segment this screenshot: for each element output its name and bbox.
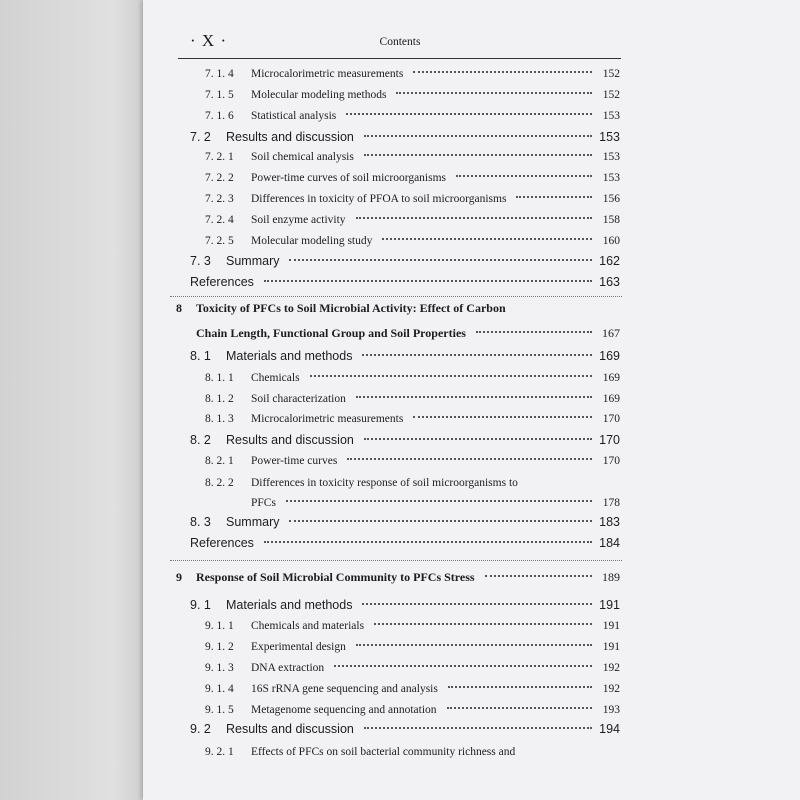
toc-entry xyxy=(205,620,620,632)
entry-number: 7. 2. 5 xyxy=(205,235,234,247)
entry-page: 192 xyxy=(602,683,620,695)
entry-title: Power-time curves of soil microorganisms xyxy=(251,172,447,184)
entry-page: 162 xyxy=(599,254,620,268)
entry-page: 153 xyxy=(602,172,620,184)
entry-page: 169 xyxy=(599,349,620,363)
toc-section xyxy=(190,722,620,736)
entry-number: 7. 1. 4 xyxy=(205,68,234,80)
entry-title: Molecular modeling methods xyxy=(251,89,387,101)
entry-number: 9. 2 xyxy=(190,722,211,736)
toc-section xyxy=(190,598,620,612)
entry-number: 9. 1. 1 xyxy=(205,620,234,632)
leader-dots xyxy=(364,135,592,137)
toc-entry xyxy=(205,68,620,80)
toc-entry xyxy=(205,704,620,716)
entry-number: 8. 2. 2 xyxy=(205,477,234,489)
leader-dots xyxy=(447,707,592,709)
leader-dots xyxy=(364,727,592,729)
entry-title: Soil chemical analysis xyxy=(251,151,354,163)
entry-page: 156 xyxy=(602,193,620,205)
entry-number: 8. 2. 1 xyxy=(205,455,234,467)
entry-title: Microcalorimetric measurements xyxy=(251,413,404,425)
entry-number: 7. 3 xyxy=(190,254,211,268)
entry-page: 169 xyxy=(602,372,620,384)
entry-title: References xyxy=(190,275,254,289)
entry-number: 7. 2. 2 xyxy=(205,172,234,184)
entry-title: Power-time curves xyxy=(251,455,338,467)
leader-dots xyxy=(356,644,592,646)
toc-entry xyxy=(205,193,620,205)
entry-title: Summary xyxy=(226,254,280,268)
entry-number: 8. 1. 3 xyxy=(205,413,234,425)
entry-title: Results and discussion xyxy=(226,433,354,447)
entry-title: PFCs xyxy=(251,497,276,509)
entry-number: 7. 2. 3 xyxy=(205,193,234,205)
toc-section xyxy=(190,130,620,144)
leader-dots xyxy=(286,500,592,502)
entry-number: 7. 2. 4 xyxy=(205,214,234,226)
entry-page: 183 xyxy=(599,515,620,529)
toc-entry xyxy=(205,110,620,122)
leader-dots xyxy=(334,665,592,667)
toc-entry xyxy=(205,214,620,226)
entry-page: 152 xyxy=(602,68,620,80)
leader-dots xyxy=(364,154,592,156)
entry-number: 8. 1. 2 xyxy=(205,393,234,405)
entry-title: Summary xyxy=(226,515,280,529)
entry-number: 9. 1. 5 xyxy=(205,704,234,716)
entry-page: 191 xyxy=(602,620,620,632)
entry-title: Metagenome sequencing and annotation xyxy=(251,704,437,716)
toc-section xyxy=(190,349,620,363)
toc-section xyxy=(190,275,620,289)
chapter-number: 9 xyxy=(176,570,182,584)
toc-entry xyxy=(205,641,620,653)
leader-dots xyxy=(356,217,592,219)
entry-number: 9. 1. 2 xyxy=(205,641,234,653)
toc-entry xyxy=(205,235,620,247)
entry-page: 178 xyxy=(602,497,620,509)
entry-page: 153 xyxy=(602,110,620,122)
leader-dots xyxy=(476,331,592,333)
leader-dots xyxy=(448,686,592,688)
leader-dots xyxy=(516,196,592,198)
toc-entry xyxy=(205,455,620,467)
leader-dots xyxy=(362,354,592,356)
entry-title: Microcalorimetric measurements xyxy=(251,68,404,80)
entry-page: 152 xyxy=(602,89,620,101)
leader-dots xyxy=(347,458,592,460)
entry-page: 191 xyxy=(599,598,620,612)
leader-dots xyxy=(264,541,592,543)
toc-entry xyxy=(205,372,620,384)
entry-page: 170 xyxy=(602,455,620,467)
entry-title: Chemicals xyxy=(251,372,300,384)
page-number: · X · xyxy=(190,31,228,50)
leader-dots xyxy=(310,375,592,377)
entry-page: 163 xyxy=(599,275,620,289)
entry-page: 170 xyxy=(602,413,620,425)
toc-entry xyxy=(205,151,620,163)
chapter-title: Response of Soil Microbial Community to PFCs Stress xyxy=(196,570,475,584)
entry-number: 9. 1. 3 xyxy=(205,662,234,674)
leader-dots xyxy=(456,175,592,177)
toc-entry xyxy=(205,393,620,405)
chapter-heading xyxy=(176,570,620,585)
entry-page: 169 xyxy=(602,393,620,405)
entry-number: 7. 2 xyxy=(190,130,211,144)
entry-number: 8. 1. 1 xyxy=(205,372,234,384)
entry-title: Effects of PFCs on soil bacterial community richness and xyxy=(251,746,516,758)
entry-title: Chain Length, Functional Group and Soil Properties xyxy=(196,326,466,340)
leader-dots xyxy=(413,71,592,73)
leader-dots xyxy=(289,520,592,522)
header-rule xyxy=(178,58,621,59)
leader-dots xyxy=(413,416,592,418)
entry-page: 160 xyxy=(602,235,620,247)
toc-entry xyxy=(205,172,620,184)
entry-number: 8. 3 xyxy=(190,515,211,529)
entry-page: 194 xyxy=(599,722,620,736)
toc-entry xyxy=(205,683,620,695)
entry-title: Differences in toxicity of PFOA to soil microorganisms xyxy=(251,193,507,205)
entry-number: 8. 1 xyxy=(190,349,211,363)
entry-number: 9. 1. 4 xyxy=(205,683,234,695)
toc-section xyxy=(190,515,620,529)
leader-dots xyxy=(356,396,592,398)
entry-title: References xyxy=(190,536,254,550)
toc-section xyxy=(190,254,620,268)
entry-page: 153 xyxy=(599,130,620,144)
toc-entry xyxy=(205,89,620,101)
book-spine-shadow xyxy=(0,0,143,800)
entry-page: 153 xyxy=(602,151,620,163)
chapter-number: 8 xyxy=(176,301,182,315)
entry-title: Materials and methods xyxy=(226,598,353,612)
entry-page: 193 xyxy=(602,704,620,716)
running-header: Contents xyxy=(379,36,421,48)
entry-number: 9. 1 xyxy=(190,598,211,612)
leader-dots xyxy=(382,238,592,240)
entry-page: 167 xyxy=(602,326,620,340)
entry-title: Molecular modeling study xyxy=(251,235,373,247)
leader-dots xyxy=(346,113,592,115)
entry-page: 170 xyxy=(599,433,620,447)
toc-entry xyxy=(205,413,620,425)
chapter-heading-cont xyxy=(196,326,620,341)
entry-title: Results and discussion xyxy=(226,130,354,144)
leader-dots xyxy=(264,280,592,282)
entry-title: Materials and methods xyxy=(226,349,353,363)
entry-page: 184 xyxy=(599,536,620,550)
entry-number: 7. 1. 5 xyxy=(205,89,234,101)
chapter-title: Toxicity of PFCs to Soil Microbial Activity: Effect of Carbon xyxy=(196,301,506,315)
leader-dots xyxy=(289,259,592,261)
divider xyxy=(170,560,622,561)
toc-entry xyxy=(205,746,515,758)
entry-title: Experimental design xyxy=(251,641,346,653)
toc-entry-cont xyxy=(251,497,620,509)
leader-dots xyxy=(364,438,592,440)
leader-dots xyxy=(485,575,592,577)
leader-dots xyxy=(396,92,592,94)
entry-title: Soil characterization xyxy=(251,393,346,405)
entry-title: Chemicals and materials xyxy=(251,620,365,632)
entry-number: 7. 1. 6 xyxy=(205,110,234,122)
entry-page: 192 xyxy=(602,662,620,674)
leader-dots xyxy=(362,603,592,605)
entry-number: 7. 2. 1 xyxy=(205,151,234,163)
toc-section xyxy=(190,536,620,550)
leader-dots xyxy=(374,623,592,625)
chapter-heading xyxy=(176,301,506,316)
entry-page: 158 xyxy=(602,214,620,226)
toc-entry xyxy=(205,662,620,674)
entry-page: 191 xyxy=(602,641,620,653)
entry-title: DNA extraction xyxy=(251,662,325,674)
entry-number: 8. 2 xyxy=(190,433,211,447)
toc-section xyxy=(190,433,620,447)
entry-title: Results and discussion xyxy=(226,722,354,736)
entry-page: 189 xyxy=(602,570,620,584)
entry-title: Differences in toxicity response of soil microorganisms to xyxy=(251,477,518,489)
entry-title: Soil enzyme activity xyxy=(251,214,346,226)
toc-entry xyxy=(205,477,518,489)
entry-title: Statistical analysis xyxy=(251,110,337,122)
entry-title: 16S rRNA gene sequencing and analysis xyxy=(251,683,438,695)
entry-number: 9. 2. 1 xyxy=(205,746,234,758)
divider xyxy=(170,296,622,297)
